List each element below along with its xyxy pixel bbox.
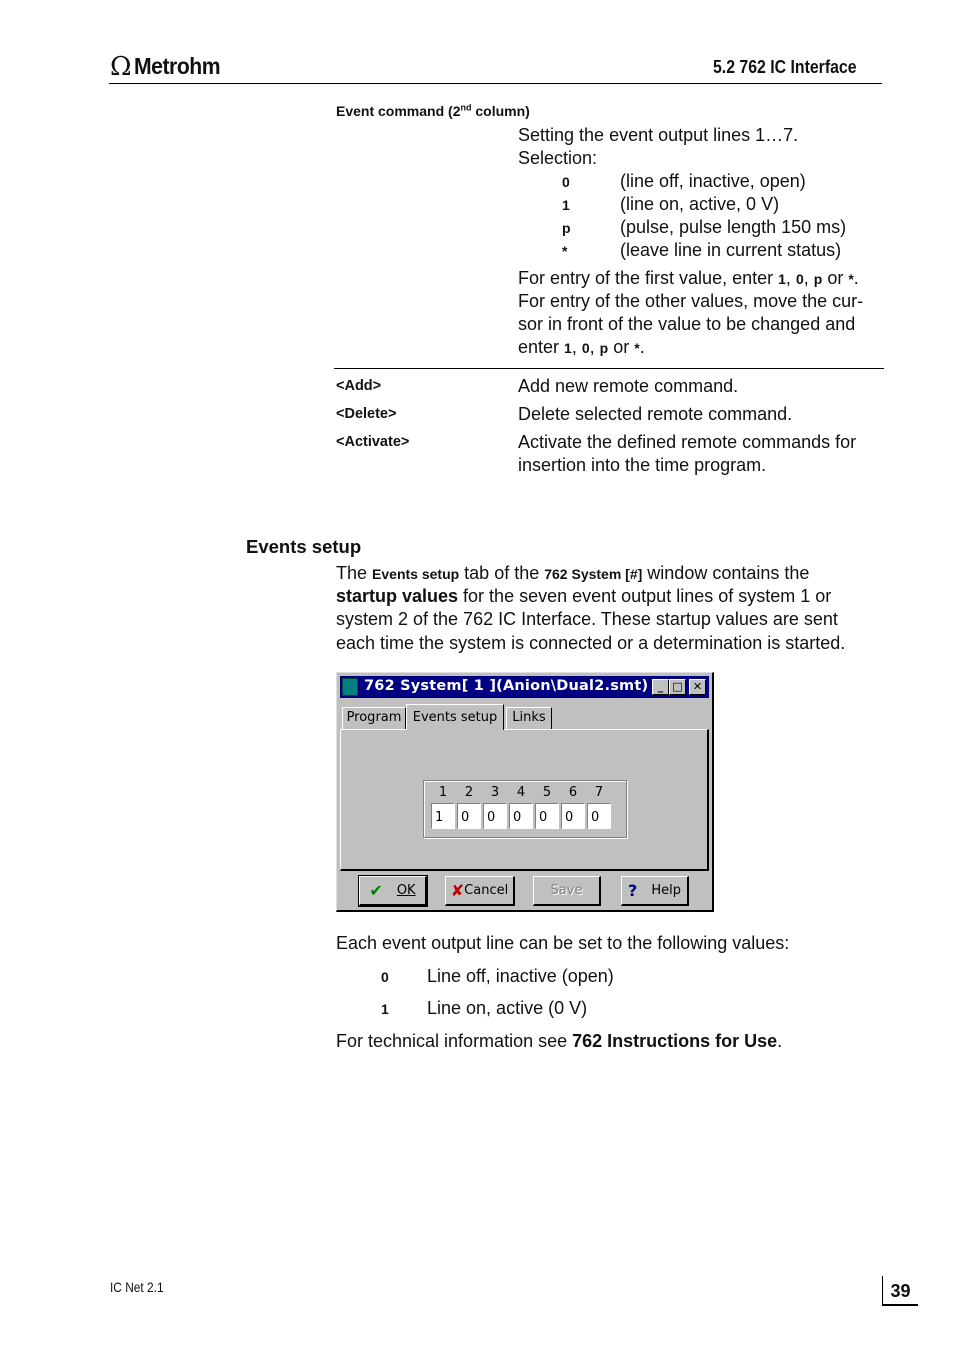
event-line-3-input[interactable]: [483, 803, 507, 829]
event-command-line1: Setting the event output lines 1…7.: [518, 125, 799, 145]
tech-info: For technical information see 762 Instructions for Use.: [336, 1031, 783, 1051]
minimize-button[interactable]: _: [652, 679, 669, 695]
values-intro: Each event output line can be set to the following values:: [336, 933, 790, 953]
ok-label: OK: [396, 883, 416, 898]
entry-line1: For entry of the first value, enter 1, 0, p or *.: [518, 268, 859, 288]
entry-line2: For entry of the other values, move the cur-: [518, 291, 864, 311]
help-button[interactable]: [621, 876, 689, 906]
activate-desc-2: insertion into the time program.: [518, 455, 767, 475]
maximize-button[interactable]: □: [669, 679, 686, 695]
header-rule: [109, 83, 882, 84]
help-label: Help: [651, 883, 681, 898]
cancel-label: Cancel: [464, 883, 509, 898]
event-line-1-input[interactable]: [431, 803, 455, 829]
value-desc: Line on, active (0 V): [427, 998, 588, 1018]
activate-desc-1: Activate the defined remote commands for: [518, 432, 857, 452]
x-icon: ✘: [450, 881, 465, 900]
cancel-button[interactable]: [445, 876, 515, 906]
entry-line3: sor in front of the value to be changed and: [518, 314, 856, 334]
save-button[interactable]: [533, 876, 601, 906]
option-key: 1: [562, 197, 570, 213]
save-label: Save: [550, 883, 583, 898]
events-setup-p-line3: system 2 of the 762 IC Interface. These startup values are sent: [336, 609, 838, 629]
event-line-2-input[interactable]: [457, 803, 481, 829]
event-line-label: 7: [594, 785, 604, 800]
event-line-5-input[interactable]: [535, 803, 559, 829]
events-setup-p-line1: The Events setup tab of the 762 System [#] window contains the: [336, 563, 810, 583]
events-panel: [340, 729, 709, 871]
event-lines-group: [423, 780, 627, 838]
ok-button[interactable]: [359, 876, 427, 906]
event-command-line2: Selection:: [518, 148, 598, 168]
app-icon: [342, 678, 358, 696]
tab-program[interactable]: Program: [342, 707, 406, 729]
option-key: p: [562, 220, 571, 236]
entry-line4: enter 1, 0, p or *.: [518, 337, 645, 357]
events-setup-p-line2: startup values for the seven event output lines of system 1 or: [336, 586, 832, 606]
value-desc: Line off, inactive (open): [427, 966, 614, 986]
option-desc: (line off, inactive, open): [620, 171, 806, 191]
delete-desc: Delete selected remote command.: [518, 404, 793, 424]
section-title: 5.2 762 IC Interface: [713, 57, 857, 77]
event-line-label: 4: [516, 785, 526, 800]
logo-text: Metrohm: [133, 53, 220, 79]
event-line-4-input[interactable]: [509, 803, 533, 829]
option-key: 0: [562, 174, 570, 190]
value-key: 0: [381, 969, 389, 985]
system-window: [336, 672, 714, 912]
window-titlebar[interactable]: [340, 676, 709, 698]
events-setup-p-line4: each time the system is connected or a determination is started.: [336, 633, 846, 653]
option-desc: (line on, active, 0 V): [620, 194, 780, 214]
metrohm-logo: [110, 53, 227, 80]
tab-links[interactable]: Links: [506, 707, 552, 729]
option-key: *: [562, 243, 568, 259]
event-line-label: 1: [438, 785, 448, 800]
events-setup-heading: Events setup: [246, 536, 362, 557]
option-desc: (pulse, pulse length 150 ms): [620, 217, 847, 237]
tab-events-setup[interactable]: Events setup: [406, 704, 504, 730]
delete-label: <Delete>: [336, 406, 397, 422]
activate-label: <Activate>: [336, 434, 410, 450]
add-label: <Add>: [336, 378, 382, 394]
event-line-label: 6: [568, 785, 578, 800]
page-number: 39: [882, 1276, 918, 1306]
event-line-6-input[interactable]: [561, 803, 585, 829]
footer-product: IC Net 2.1: [110, 1279, 164, 1295]
event-line-label: 2: [464, 785, 474, 800]
event-line-label: 3: [490, 785, 500, 800]
option-desc: (leave line in current status): [620, 240, 842, 260]
window-title: 762 System[ 1 ](Anion\Dual2.smt): [364, 678, 649, 694]
close-button[interactable]: ✕: [689, 679, 706, 695]
add-desc: Add new remote command.: [518, 376, 739, 396]
table-rule: [334, 368, 884, 369]
event-command-heading: Event command (2nd column): [336, 102, 530, 119]
check-icon: ✔: [369, 881, 383, 900]
event-line-label: 5: [542, 785, 552, 800]
event-line-7-input[interactable]: [587, 803, 611, 829]
omega-icon: Ω: [110, 51, 132, 82]
value-key: 1: [381, 1001, 389, 1017]
question-icon: ?: [628, 881, 638, 900]
